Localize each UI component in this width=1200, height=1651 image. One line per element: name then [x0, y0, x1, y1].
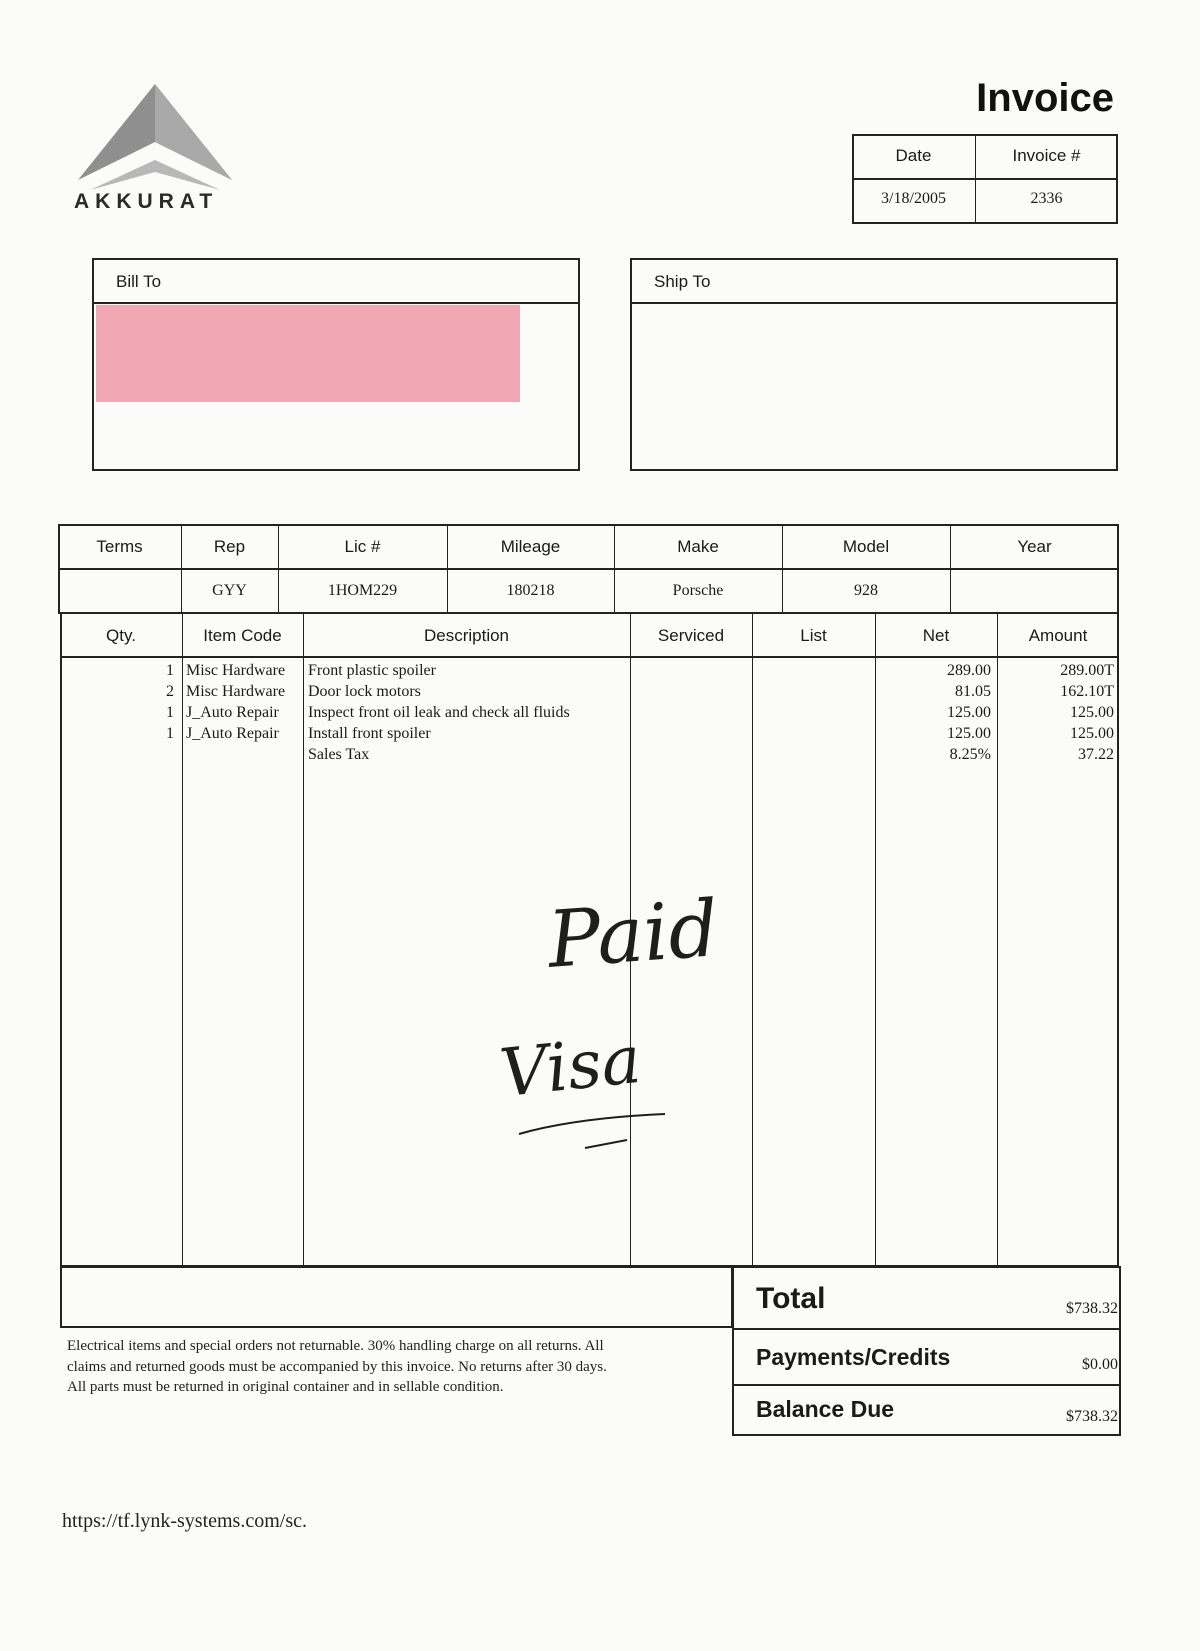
rep-value: GYY	[212, 582, 247, 599]
row-net: 125.00	[947, 725, 991, 742]
return-policy-line: All parts must be returned in original container and in sellable condition.	[67, 1379, 504, 1395]
row-net: 125.00	[947, 704, 991, 721]
invoice-title: Invoice	[976, 76, 1114, 120]
return-policy-line: Electrical items and special orders not returnable. 30% handling charge on all returns. All	[67, 1338, 604, 1354]
handwritten-visa: Visa	[496, 1020, 645, 1113]
row-net: 289.00	[947, 662, 991, 679]
row-amount: 125.00	[1070, 704, 1114, 721]
row-amount: 125.00	[1070, 725, 1114, 742]
return-policy-line: claims and returned goods must be accompanied by this invoice. No returns after 30 days.	[67, 1358, 607, 1375]
row-item-code: Misc Hardware	[186, 662, 286, 679]
model-header: Model	[842, 537, 890, 556]
row-amount: 162.10T	[1060, 683, 1114, 700]
row-amount: 289.00T	[1060, 662, 1114, 679]
total-value: $738.32	[1066, 1300, 1118, 1317]
company-logo	[70, 80, 240, 220]
mileage-header: Mileage	[500, 537, 561, 556]
company-name: AKKURAT	[74, 190, 219, 213]
serviced-header: Serviced	[657, 626, 725, 645]
make-header: Make	[677, 537, 719, 556]
row-item-code: J_Auto Repair	[186, 704, 279, 721]
row-qty: 2	[166, 683, 174, 700]
row-description: Door lock motors	[308, 683, 421, 700]
row-net: 81.05	[955, 683, 991, 700]
row-net: 8.25%	[949, 746, 991, 763]
payments-credits-label: Payments/Credits	[756, 1344, 951, 1370]
total-label: Total	[756, 1282, 826, 1315]
invoice-number-value: 2336	[1030, 190, 1063, 207]
make-value: Porsche	[672, 582, 724, 599]
balance-due-label: Balance Due	[756, 1396, 895, 1422]
handwritten-paid: Paid	[545, 884, 722, 986]
row-qty: 1	[166, 704, 174, 721]
row-description: Inspect front oil leak and check all fluids	[308, 704, 570, 721]
handwritten-underline	[515, 1100, 675, 1160]
row-description: Sales Tax	[308, 746, 370, 763]
rep-header: Rep	[213, 537, 246, 556]
row-description: Front plastic spoiler	[308, 662, 436, 679]
footer-url: https://tf.lynk-systems.com/sc.	[62, 1510, 307, 1532]
row-qty: 1	[166, 725, 174, 742]
balance-due-value: $738.32	[1066, 1408, 1118, 1425]
list-header: List	[800, 626, 827, 645]
item-code-header: Item Code	[203, 626, 282, 645]
date-value: 3/18/2005	[881, 190, 946, 207]
triangle-logo-icon	[70, 80, 240, 190]
net-header: Net	[922, 626, 950, 645]
terms-header: Terms	[96, 537, 143, 556]
row-qty: 1	[166, 662, 174, 679]
bill-to-label: Bill To	[116, 272, 162, 291]
payments-credits-value: $0.00	[1082, 1356, 1118, 1373]
license-value: 1HOM229	[327, 582, 398, 599]
row-item-code: J_Auto Repair	[186, 725, 279, 742]
notes-box	[60, 1266, 733, 1328]
model-value: 928	[854, 582, 878, 599]
redacted-address	[96, 305, 520, 402]
mileage-value: 180218	[506, 582, 555, 599]
date-label: Date	[895, 146, 932, 165]
return-policy	[67, 1336, 607, 1398]
year-header: Year	[1017, 537, 1052, 556]
row-amount: 37.22	[1078, 746, 1114, 763]
qty-header: Qty.	[106, 626, 136, 645]
row-item-code: Misc Hardware	[186, 683, 286, 700]
amount-header: Amount	[1028, 626, 1088, 645]
invoice-number-label: Invoice #	[1012, 146, 1081, 165]
description-header: Description	[423, 626, 510, 645]
license-header: Lic #	[344, 537, 381, 556]
row-description: Install front spoiler	[308, 725, 431, 742]
ship-to-label: Ship To	[654, 272, 711, 291]
